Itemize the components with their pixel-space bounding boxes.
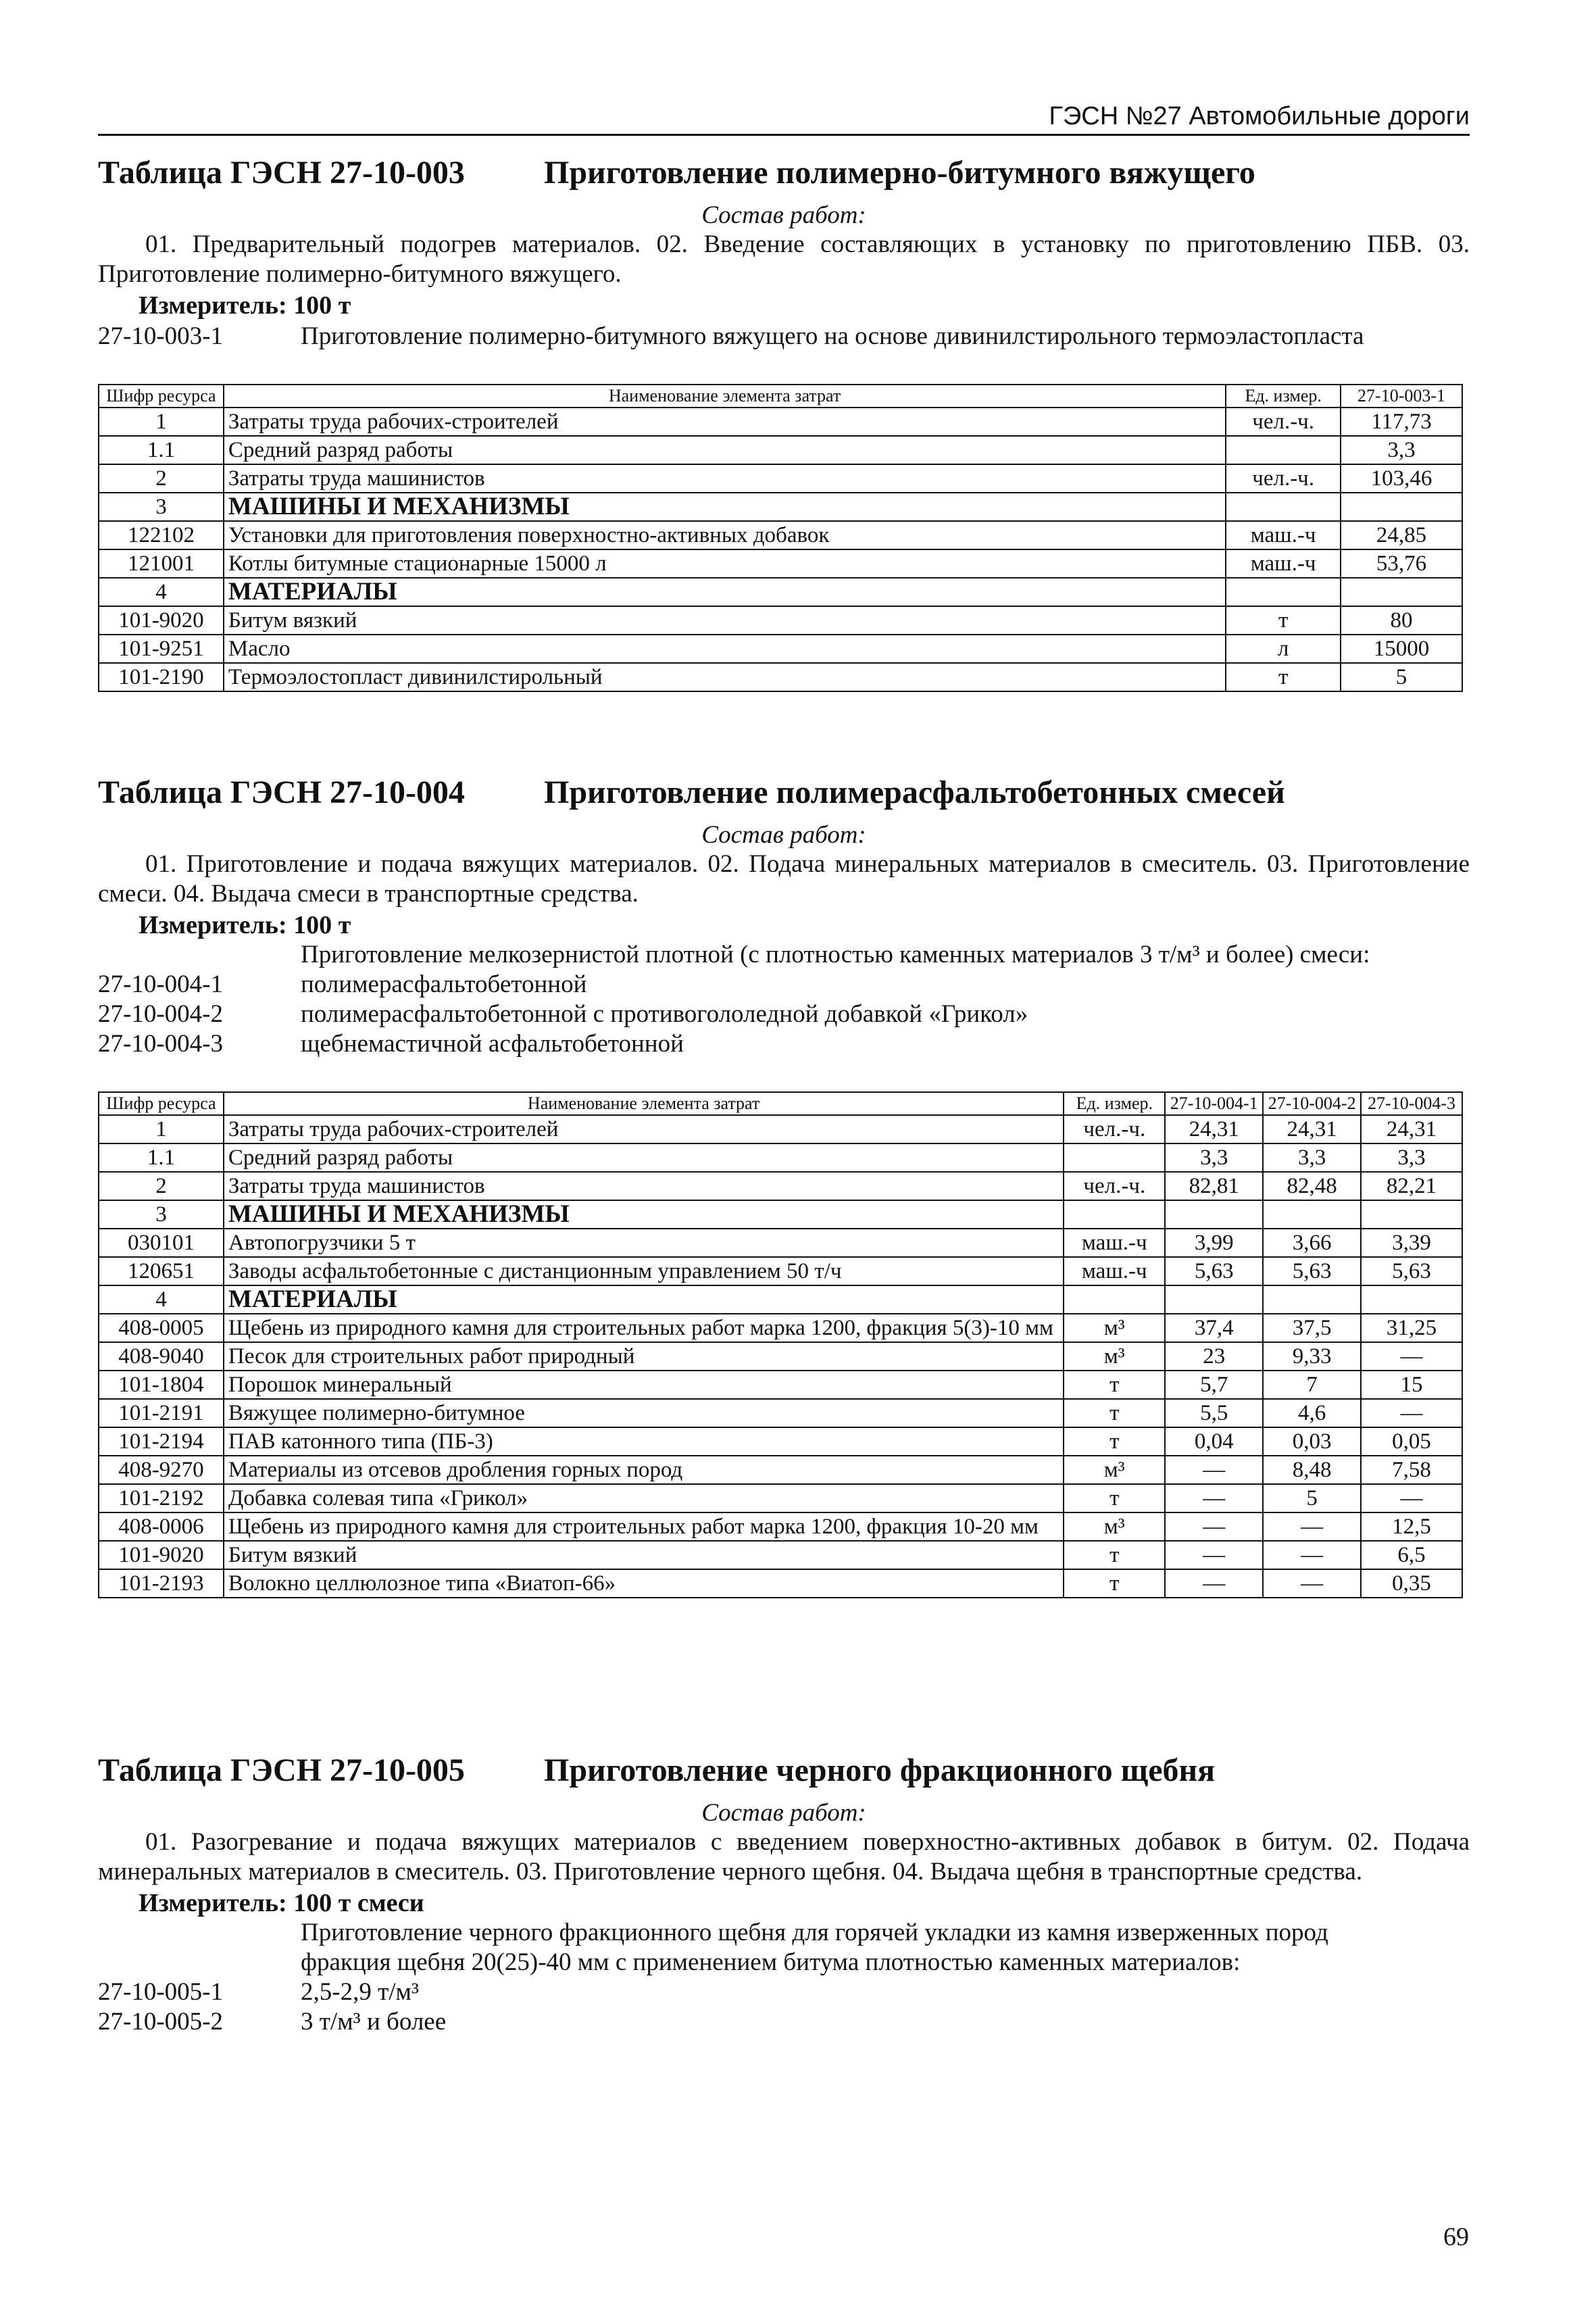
- column-header-code: Шифр ресурса: [99, 1092, 224, 1115]
- resource-unit: м³: [1064, 1512, 1165, 1541]
- resource-value: [1165, 1285, 1263, 1314]
- resource-value: 24,31: [1361, 1115, 1462, 1143]
- resource-value: 5: [1263, 1484, 1361, 1512]
- resource-value: 0,35: [1361, 1569, 1462, 1598]
- resource-code: 1: [99, 1115, 224, 1143]
- variant-row: 27-10-005-2 3 т/м³ и более: [98, 2008, 447, 2036]
- resource-value: 5,5: [1165, 1399, 1263, 1427]
- resource-value: 82,81: [1165, 1172, 1263, 1200]
- table-title: Приготовление полимерно-битумного вяжущего: [544, 155, 1255, 191]
- resource-unit: т: [1064, 1399, 1165, 1427]
- resource-name: Затраты труда машинистов: [224, 464, 1226, 493]
- variant-row: [98, 322, 1470, 351]
- resource-value: 80: [1341, 606, 1462, 635]
- section-27-10-003: [98, 154, 1470, 692]
- resource-unit: [1226, 493, 1341, 521]
- resource-name: Затраты труда машинистов: [224, 1172, 1064, 1200]
- resource-value: —: [1361, 1399, 1462, 1427]
- resource-value: —: [1263, 1512, 1361, 1541]
- table-code: Таблица ГЭСН 27-10-003: [98, 155, 465, 191]
- table-row: [99, 1427, 1462, 1456]
- table-row: [99, 521, 1462, 549]
- resource-name: Масло: [224, 635, 1226, 663]
- resource-value: 8,48: [1263, 1456, 1361, 1484]
- resource-value: 3,39: [1361, 1229, 1462, 1257]
- resource-value: 53,76: [1341, 549, 1462, 578]
- resource-code: 3: [99, 493, 224, 521]
- resource-value: 3,66: [1263, 1229, 1361, 1257]
- resource-value: 103,46: [1341, 464, 1462, 493]
- table-row: [99, 1257, 1462, 1285]
- resource-name: Щебень из природного камня для строительных работ марка 1200, фракция 5(3)-10 мм: [224, 1314, 1064, 1342]
- resource-code: 408-9040: [99, 1342, 224, 1371]
- resource-unit: м³: [1064, 1456, 1165, 1484]
- page-number: 69: [1443, 2223, 1469, 2251]
- resource-code: 408-0005: [99, 1314, 224, 1342]
- resource-unit: л: [1226, 635, 1341, 663]
- table-row: [99, 464, 1462, 493]
- resource-code: 2: [99, 464, 224, 493]
- resource-unit: м³: [1064, 1314, 1165, 1342]
- resource-value: 0,05: [1361, 1427, 1462, 1456]
- resource-table: [98, 1091, 1463, 1598]
- resource-code: 101-2191: [99, 1399, 224, 1427]
- resource-code: 4: [99, 578, 224, 606]
- resource-value: 117,73: [1341, 408, 1462, 436]
- work-composition-text: 01. Предварительный подогрев материалов. 02. Введение составляющих в установку по приготовлению ПБВ. 03. Приготовление полимерно-битумного вяжущего.: [98, 230, 1470, 288]
- variant-text: Приготовление полимерно-битумного вяжущего на основе дивинилстирольного термоэластопласта: [301, 322, 1364, 350]
- resource-name: Порошок минеральный: [224, 1371, 1064, 1399]
- variant-row: 27-10-005-1 2,5-2,9 т/м³: [98, 1978, 420, 2006]
- resource-value: 37,5: [1263, 1314, 1361, 1342]
- work-composition-heading: Состав работ:: [701, 821, 866, 849]
- resource-unit: [1226, 436, 1341, 464]
- resource-value: 3,99: [1165, 1229, 1263, 1257]
- measurement-unit: Измеритель: 100 т: [139, 291, 351, 320]
- resource-value: [1263, 1285, 1361, 1314]
- resource-unit: [1226, 578, 1341, 606]
- resource-name: Волокно целлюлозное типа «Виатоп-66»: [224, 1569, 1064, 1598]
- resource-value: 0,03: [1263, 1427, 1361, 1456]
- variants-intro: Приготовление черного фракционного щебня для горячей укладки из камня изверженных пород фракция щебня 20(25)-40 мм с применением битума плотностью каменных материалов:: [301, 1919, 1328, 1976]
- resource-name: Средний разряд работы: [224, 436, 1226, 464]
- resource-code: 2: [99, 1172, 224, 1200]
- resource-value: 12,5: [1361, 1512, 1462, 1541]
- resource-code: 030101: [99, 1229, 224, 1257]
- resource-unit: т: [1064, 1541, 1165, 1569]
- table-row: [99, 1456, 1462, 1484]
- resource-code: 1.1: [99, 1143, 224, 1172]
- resource-value: [1165, 1200, 1263, 1229]
- resource-code: 1.1: [99, 436, 224, 464]
- resource-unit: т: [1064, 1427, 1165, 1456]
- table-title: Приготовление черного фракционного щебня: [544, 1752, 1216, 1788]
- resource-name: Заводы асфальтобетонные с дистанционным управлением 50 т/ч: [224, 1257, 1064, 1285]
- resource-name: Битум вязкий: [224, 1541, 1064, 1569]
- resource-unit: м³: [1064, 1342, 1165, 1371]
- resource-value: 82,21: [1361, 1172, 1462, 1200]
- work-composition-heading: Состав работ:: [701, 1799, 866, 1827]
- table-row: [99, 1512, 1462, 1541]
- resource-name: Котлы битумные стационарные 15000 л: [224, 549, 1226, 578]
- resource-unit: маш.-ч: [1226, 521, 1341, 549]
- column-header-name: Наименование элемента затрат: [224, 1092, 1064, 1115]
- resource-code: 101-1804: [99, 1371, 224, 1399]
- resource-value: —: [1165, 1456, 1263, 1484]
- work-composition-text: 01. Разогревание и подача вяжущих материалов с введением поверхностно-активных добавок в битум. 02. Подача минеральных материалов в смеситель. 03. Приготовление черного щебня. 04. Выдача щебня в транспортные средства.: [98, 1828, 1470, 1886]
- resource-value: —: [1263, 1569, 1361, 1598]
- resource-name: Добавка солевая типа «Грикол»: [224, 1484, 1064, 1512]
- resource-value: 5,63: [1361, 1257, 1462, 1285]
- resource-value: 24,31: [1263, 1115, 1361, 1143]
- resource-code: 101-9020: [99, 606, 224, 635]
- table-code: Таблица ГЭСН 27-10-004: [98, 774, 465, 810]
- resource-unit: маш.-ч: [1064, 1257, 1165, 1285]
- resource-value: [1263, 1200, 1361, 1229]
- resource-value: —: [1165, 1569, 1263, 1598]
- resource-unit: [1064, 1285, 1165, 1314]
- table-row: [99, 606, 1462, 635]
- resource-name: ПАВ катонного типа (ПБ-3): [224, 1427, 1064, 1456]
- section-27-10-005: [98, 1752, 1470, 2037]
- resource-value: 82,48: [1263, 1172, 1361, 1200]
- resource-value: [1341, 578, 1462, 606]
- section-title: [98, 154, 1470, 191]
- resource-name: Автопогрузчики 5 т: [224, 1229, 1064, 1257]
- resource-value: 3,3: [1341, 436, 1462, 464]
- resource-code: 101-9020: [99, 1541, 224, 1569]
- resource-code: 121001: [99, 549, 224, 578]
- resource-value: 7: [1263, 1371, 1361, 1399]
- resource-name: Песок для строительных работ природный: [224, 1342, 1064, 1371]
- resource-unit: т: [1226, 663, 1341, 691]
- resource-name: Затраты труда рабочих-строителей: [224, 408, 1226, 436]
- resource-name: Средний разряд работы: [224, 1143, 1064, 1172]
- resource-code: 101-2190: [99, 663, 224, 691]
- resource-name: МАШИНЫ И МЕХАНИЗМЫ: [224, 493, 1226, 521]
- resource-name: Затраты труда рабочих-строителей: [224, 1115, 1064, 1143]
- variant-row: 27-10-004-3 щебнемастичной асфальтобетонной: [98, 1030, 684, 1058]
- resource-value: 15: [1361, 1371, 1462, 1399]
- resource-unit: чел.-ч.: [1226, 408, 1341, 436]
- resource-value: 5,63: [1263, 1257, 1361, 1285]
- resource-unit: чел.-ч.: [1226, 464, 1341, 493]
- resource-unit: маш.-ч: [1064, 1229, 1165, 1257]
- resource-code: 1: [99, 408, 224, 436]
- table-row: [99, 1143, 1462, 1172]
- column-header-value: 27-10-004-1: [1165, 1092, 1263, 1115]
- table-row: [99, 436, 1462, 464]
- resource-code: 101-2194: [99, 1427, 224, 1456]
- resource-unit: т: [1064, 1371, 1165, 1399]
- resource-code: 122102: [99, 521, 224, 549]
- resource-table: [98, 384, 1463, 692]
- resource-unit: т: [1064, 1569, 1165, 1598]
- resource-unit: [1064, 1200, 1165, 1229]
- resource-code: 101-2193: [99, 1569, 224, 1598]
- table-row: [99, 1569, 1462, 1598]
- resource-value: —: [1165, 1512, 1263, 1541]
- variant-row: 27-10-004-1 полимерасфальтобетонной: [98, 970, 587, 998]
- resource-name: Термоэлостопласт дивинилстирольный: [224, 663, 1226, 691]
- resource-value: —: [1165, 1541, 1263, 1569]
- resource-value: 4,6: [1263, 1399, 1361, 1427]
- variant-code: 27-10-003-1: [98, 322, 223, 350]
- table-row: [99, 663, 1462, 691]
- running-header: [98, 95, 1470, 136]
- resource-name: МАТЕРИАЛЫ: [224, 578, 1226, 606]
- table-row: [99, 1229, 1462, 1257]
- group-row: [99, 1285, 1462, 1314]
- column-header-value: 27-10-003-1: [1341, 385, 1462, 408]
- running-title: ГЭСН №27 Автомобильные дороги: [1049, 102, 1470, 130]
- resource-code: 3: [99, 1200, 224, 1229]
- resource-value: —: [1361, 1342, 1462, 1371]
- table-row: [99, 1484, 1462, 1512]
- resource-value: —: [1263, 1541, 1361, 1569]
- work-composition-text: 01. Приготовление и подача вяжущих материалов. 02. Подача минеральных материалов в смеситель. 03. Приготовление смеси. 04. Выдача смеси в транспортные средства.: [98, 850, 1470, 908]
- resource-value: 0,04: [1165, 1427, 1263, 1456]
- table-row: [99, 1314, 1462, 1342]
- column-header-code: Шифр ресурса: [99, 385, 224, 408]
- work-composition-heading: Состав работ:: [701, 201, 866, 229]
- resource-unit: чел.-ч.: [1064, 1172, 1165, 1200]
- variant-row: 27-10-004-2 полимерасфальтобетонной с противогололедной добавкой «Грикол»: [98, 1000, 1028, 1028]
- resource-unit: чел.-ч.: [1064, 1115, 1165, 1143]
- measurement-unit: Измеритель: 100 т: [139, 911, 351, 939]
- resource-name: МАШИНЫ И МЕХАНИЗМЫ: [224, 1200, 1064, 1229]
- section-27-10-004: [98, 774, 1470, 1598]
- resource-value: 3,3: [1165, 1143, 1263, 1172]
- resource-value: 37,4: [1165, 1314, 1263, 1342]
- table-row: [99, 1541, 1462, 1569]
- resource-name: МАТЕРИАЛЫ: [224, 1285, 1064, 1314]
- group-row: [99, 493, 1462, 521]
- column-header-unit: Ед. измер.: [1064, 1092, 1165, 1115]
- resource-value: 5: [1341, 663, 1462, 691]
- resource-value: 24,85: [1341, 521, 1462, 549]
- resource-value: 3,3: [1361, 1143, 1462, 1172]
- section-title: [98, 774, 1470, 811]
- column-header-value: 27-10-004-2: [1263, 1092, 1361, 1115]
- table-row: [99, 1399, 1462, 1427]
- group-row: [99, 578, 1462, 606]
- resource-value: 23: [1165, 1342, 1263, 1371]
- resource-value: 24,31: [1165, 1115, 1263, 1143]
- resource-code: 101-9251: [99, 635, 224, 663]
- table-row: [99, 1371, 1462, 1399]
- resource-unit: т: [1064, 1484, 1165, 1512]
- table-code: Таблица ГЭСН 27-10-005: [98, 1752, 465, 1788]
- resource-value: 6,5: [1361, 1541, 1462, 1569]
- resource-value: 15000: [1341, 635, 1462, 663]
- resource-name: Материалы из отсевов дробления горных пород: [224, 1456, 1064, 1484]
- column-header-unit: Ед. измер.: [1226, 385, 1341, 408]
- resource-value: 31,25: [1361, 1314, 1462, 1342]
- measurement-unit: Измеритель: 100 т смеси: [139, 1889, 424, 1917]
- table-row: [99, 635, 1462, 663]
- resource-unit: [1064, 1143, 1165, 1172]
- resource-value: 9,33: [1263, 1342, 1361, 1371]
- resource-name: Вяжущее полимерно-битумное: [224, 1399, 1064, 1427]
- resource-value: 5,63: [1165, 1257, 1263, 1285]
- resource-code: 120651: [99, 1257, 224, 1285]
- resource-unit: т: [1226, 606, 1341, 635]
- table-row: [99, 1115, 1462, 1143]
- resource-value: 3,3: [1263, 1143, 1361, 1172]
- section-title: [98, 1752, 1470, 1789]
- resource-value: [1341, 493, 1462, 521]
- resource-unit: маш.-ч: [1226, 549, 1341, 578]
- resource-value: [1361, 1285, 1462, 1314]
- table-title: Приготовление полимерасфальтобетонных смесей: [544, 774, 1285, 810]
- resource-code: 408-0006: [99, 1512, 224, 1541]
- column-header-name: Наименование элемента затрат: [224, 385, 1226, 408]
- resource-code: 408-9270: [99, 1456, 224, 1484]
- resource-value: 5,7: [1165, 1371, 1263, 1399]
- table-row: [99, 408, 1462, 436]
- resource-code: 4: [99, 1285, 224, 1314]
- resource-code: 101-2192: [99, 1484, 224, 1512]
- table-row: [99, 549, 1462, 578]
- resource-name: Битум вязкий: [224, 606, 1226, 635]
- resource-value: [1361, 1200, 1462, 1229]
- resource-value: 7,58: [1361, 1456, 1462, 1484]
- variants-intro: Приготовление мелкозернистой плотной (с плотностью каменных материалов 3 т/м³ и более) смеси:: [301, 941, 1370, 968]
- column-header-value: 27-10-004-3: [1361, 1092, 1462, 1115]
- resource-value: —: [1165, 1484, 1263, 1512]
- table-row: [99, 1342, 1462, 1371]
- resource-name: Установки для приготовления поверхностно-активных добавок: [224, 521, 1226, 549]
- group-row: [99, 1200, 1462, 1229]
- table-row: [99, 1172, 1462, 1200]
- resource-value: —: [1361, 1484, 1462, 1512]
- resource-name: Щебень из природного камня для строительных работ марка 1200, фракция 10-20 мм: [224, 1512, 1064, 1541]
